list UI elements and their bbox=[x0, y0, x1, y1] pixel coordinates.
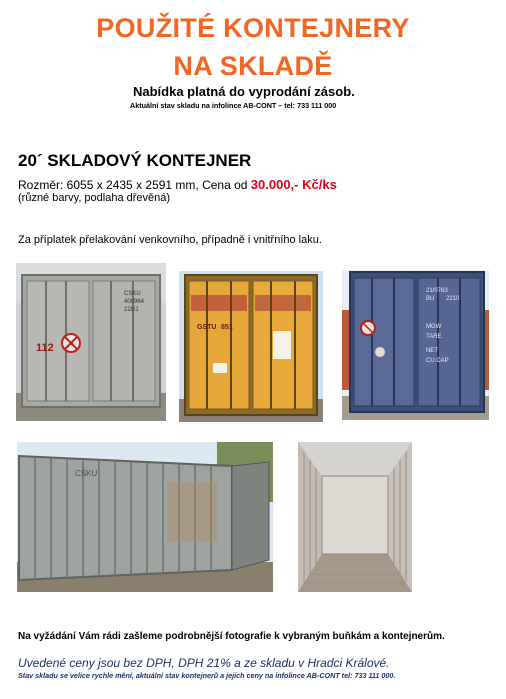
blue-mark-3: 2210 bbox=[446, 296, 460, 302]
product-note: (různé barvy, podlaha dřevěná) bbox=[18, 192, 171, 204]
side-mark: CSKU bbox=[75, 469, 98, 478]
blue-mark-4: MGW bbox=[426, 324, 442, 330]
stock-change-note: Stav skladu se velice rychle mění, aktuální stav kontejnerů a jejich ceny na infolince AB-CONT tel: 733 111 000. bbox=[18, 671, 396, 680]
product-heading: 20´ SKLADOVÝ KONTEJNER bbox=[18, 151, 252, 170]
grey-mark-1: CSKU bbox=[124, 291, 141, 297]
photo-blue-container bbox=[342, 270, 489, 420]
yellow-mark-2: 851 bbox=[221, 324, 233, 331]
spec-text: Rozměr: 6055 x 2435 x 2591 mm, Cena od bbox=[18, 178, 251, 192]
photo-container-side bbox=[17, 442, 273, 592]
blue-mark-5: TARE bbox=[426, 334, 442, 340]
paint-note: Za příplatek přelakování venkovního, případně i vnitřního laku. bbox=[18, 234, 322, 246]
grey-mark-3: 22G1 bbox=[124, 307, 139, 313]
offer-text: Nabídka platná do vyprodání zásob. bbox=[133, 84, 355, 99]
photo-container-interior bbox=[298, 442, 412, 592]
blue-mark-7: CU.CAP bbox=[426, 358, 449, 364]
vat-note: Uvedené ceny jsou bez DPH, DPH 21% a ze skladu v Hradci Králové. bbox=[18, 656, 390, 670]
yellow-mark-1: GSTU bbox=[197, 324, 217, 331]
stock-note: Aktuální stav skladu na infolince AB-CONT – tel: 733 111 000 bbox=[130, 101, 337, 110]
blue-mark-6: NET bbox=[426, 348, 438, 354]
page-title-line2: NA SKLADĚ bbox=[173, 51, 333, 81]
grey-mark-2: 400964 bbox=[124, 299, 145, 305]
photo-yellow-container bbox=[179, 271, 323, 422]
photo-grey-container bbox=[16, 263, 166, 421]
blue-mark-1: 21/0763 bbox=[426, 288, 448, 294]
product-spec bbox=[18, 177, 337, 192]
request-note: Na vyžádání Vám rádi zašleme podrobnější fotografie k vybraným buňkám a kontejnerům. bbox=[18, 631, 445, 642]
blue-mark-2: BU bbox=[426, 296, 435, 302]
page-title-line1: POUŽITÉ KONTEJNERY bbox=[96, 13, 410, 43]
grey-number: 112 bbox=[36, 342, 54, 354]
price: 30.000,- Kč/ks bbox=[250, 177, 337, 192]
